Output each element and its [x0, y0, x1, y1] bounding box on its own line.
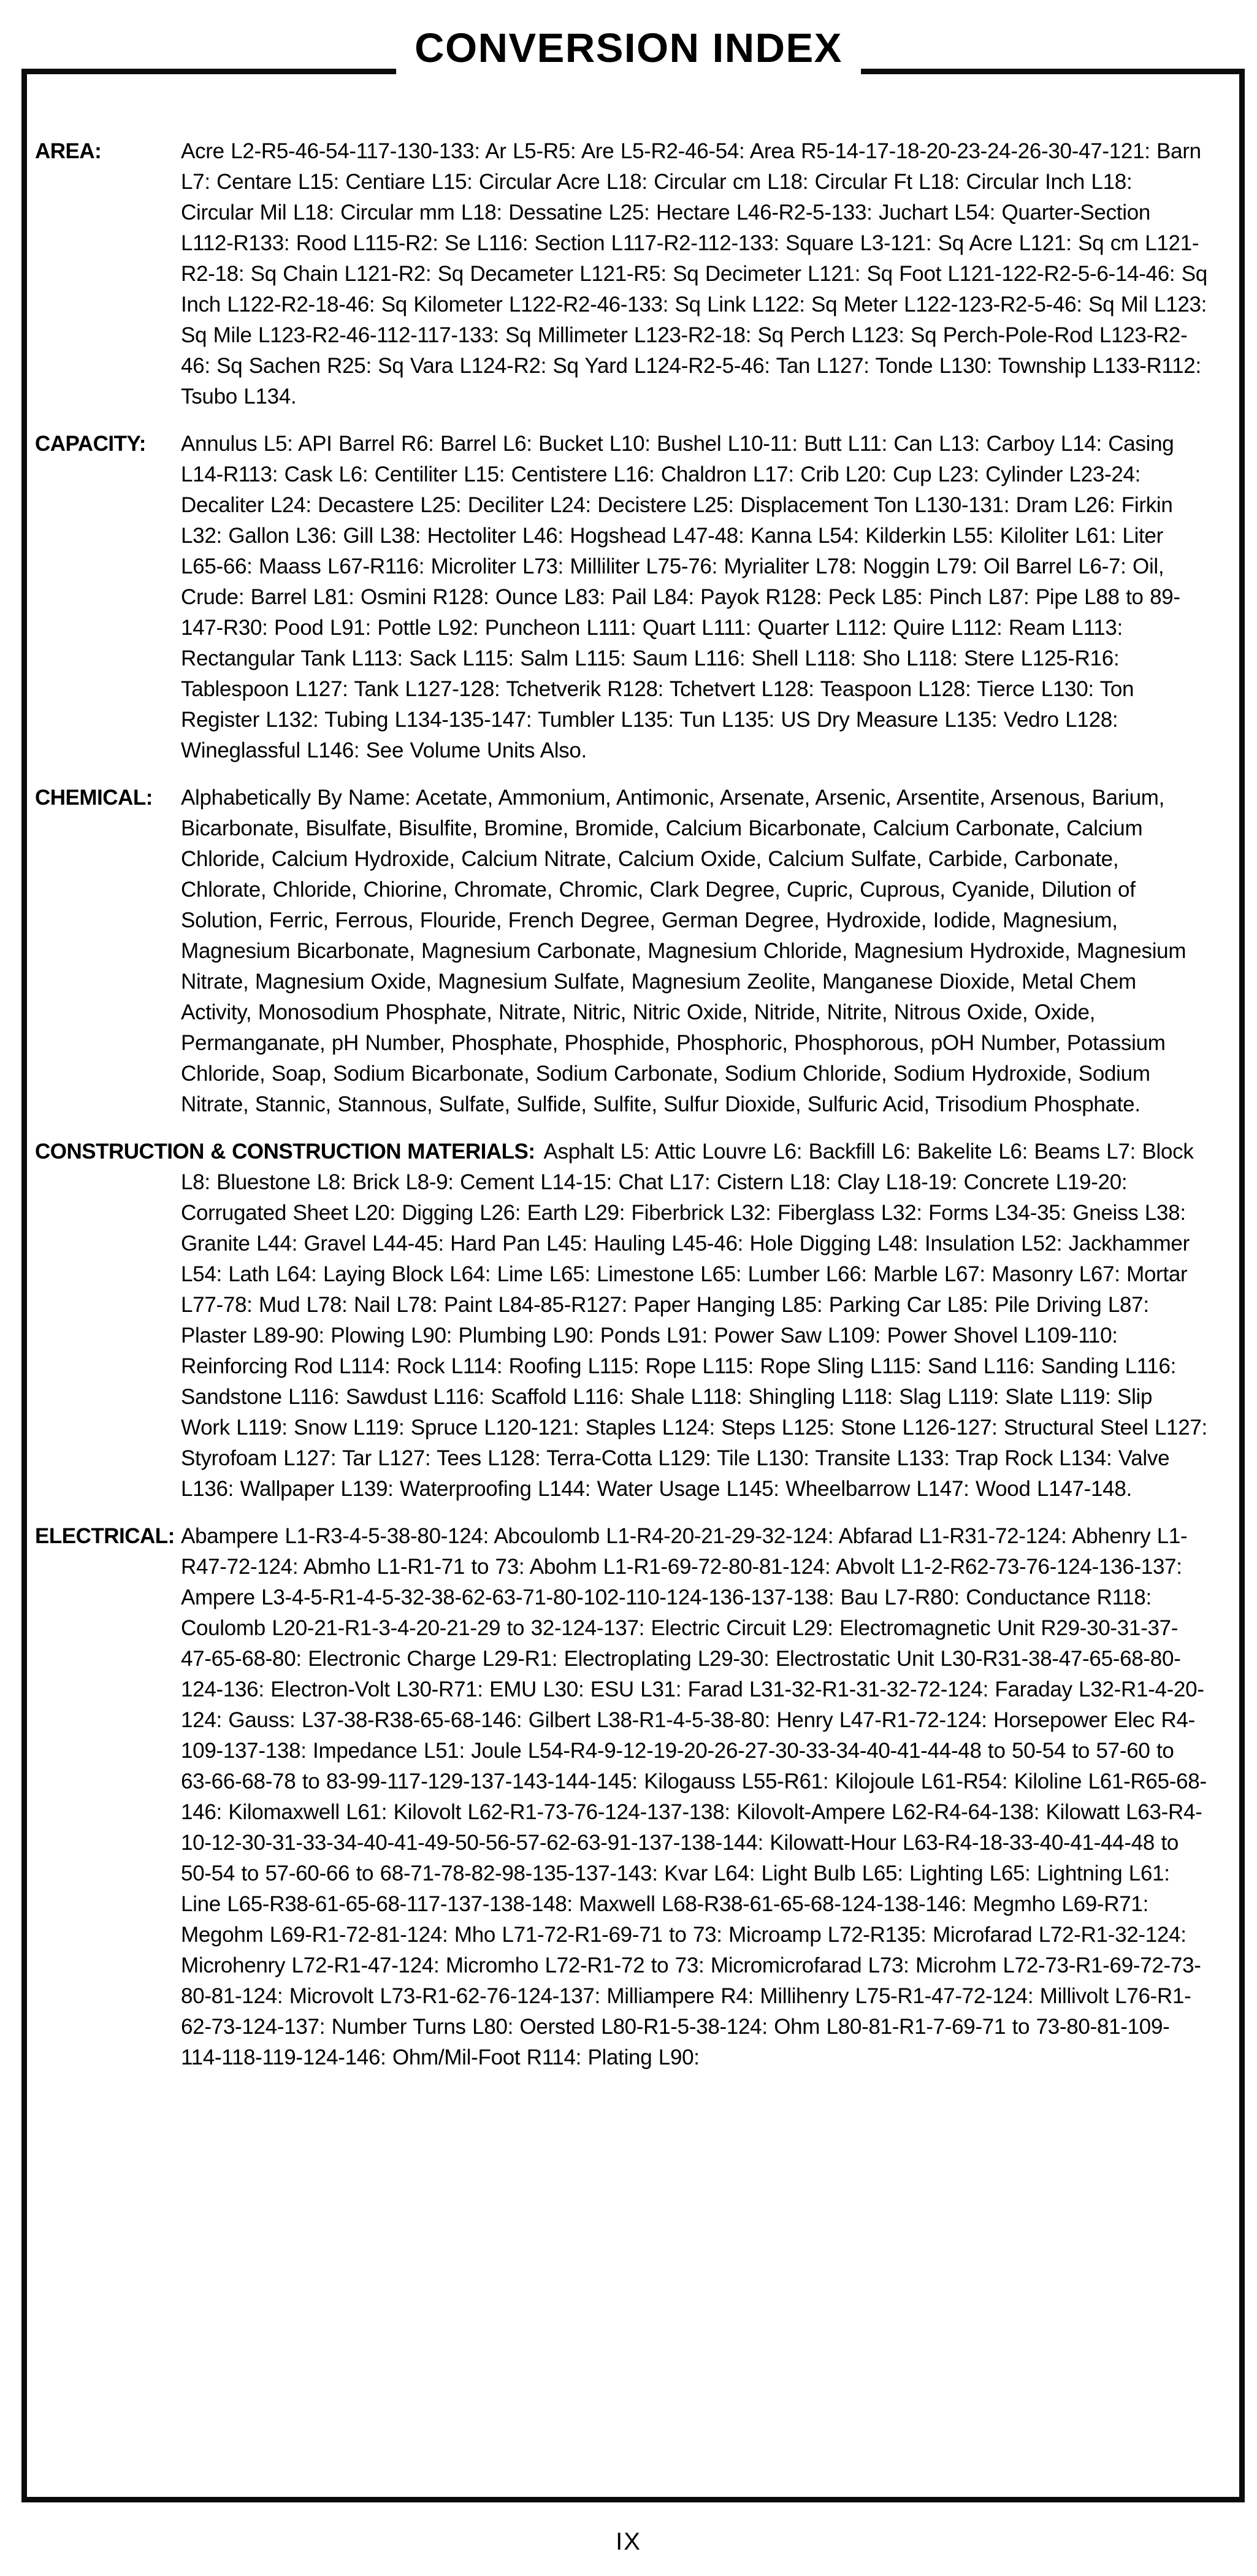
section-construction-text: Asphalt L5: Attic Louvre L6: Backfill L6: Bakelite L6: Beams L7: Block L8: Bluestone L8: Brick L8-9: Cement L14-15: Chat L17: Cistern L18: Clay L18-19: Concrete L19-20: Corrugated Sheet L20: Digging L26: Earth L29: Fiberbrick L32: Fiberglass L32: Forms L34-35: Gneiss L38: Granite L44: Gravel L44-45: Hard Pan L45: Hauling L45-46: Hole Digging L48: Insulation L52: Jackhammer L54: Lath L64: Laying Block L64: Lime L65: Limestone L65: Lumber L66: Marble L67: Masonry L67: Mortar L77-78: Mud L78: Nail L78: Paint L84-85-R127: Paper Hanging L85: Parking Car L85: Pile Driving L87: Plaster L89-90: Plowing L90: Plumbing L90: Ponds L91: Power Saw L109: Power Shovel L109-110: Reinforcing Rod L114: Rock L114: Roofing L115: Rope L115: Rope Sling L115: Sand L116: Sanding L116: Sandstone L116: Sawdust L116: Scaffold L116: Shale L118: Shingling L118: Slag L119: Slate L119: Slip Work L119: Snow L119: Spruce L120-121: Staples L124: Steps L125: Stone L126-127: Structural Steel L127: Styrofoam L127: Tar L127: Tees L128: Terra-Cotta L129: Tile L130: Transite L133: Trap Rock L134: Valve L136: Wallpaper L139: Waterproofing L144: Water Usage L145: Wheelbarrow L147: Wood L147-148. [181, 1140, 1207, 1501]
page-title: CONVERSION INDEX [396, 27, 861, 80]
page-number: IX [616, 2528, 641, 2555]
section-area-label: AREA: [35, 139, 102, 163]
section-capacity [35, 429, 1207, 766]
section-area [35, 136, 1207, 412]
section-chemical-text: Alphabetically By Name: Acetate, Ammonium, Antimonic, Arsenate, Arsenic, Arsentite, Arsenous, Barium, Bicarbonate, Bisulfate, Bisulfite, Bromine, Bromide, Calcium Bicarbonate, Calcium Carbonate, Calcium Chloride, Calcium Hydroxide, Calcium Nitrate, Calcium Oxide, Calcium Sulfate, Carbide, Carbonate, Chlorate, Chloride, Chiorine, Chromate, Chromic, Clark Degree, Cupric, Cuprous, Cyanide, Dilution of Solution, Ferric, Ferrous, Flouride, French Degree, German Degree, Hydroxide, Iodide, Magnesium, Magnesium Bicarbonate, Magnesium Carbonate, Magnesium Chloride, Magnesium Hydroxide, Magnesium Nitrate, Magnesium Oxide, Magnesium Sulfate, Magnesium Zeolite, Manganese Dioxide, Metal Chem Activity, Monosodium Phosphate, Nitrate, Nitric, Nitric Oxide, Nitride, Nitrite, Nitrous Oxide, Oxide, Permanganate, pH Number, Phosphate, Phosphide, Phosphoric, Phosphorous, pOH Number, Potassium Chloride, Soap, Sodium Bicarbonate, Sodium Carbonate, Sodium Chloride, Sodium Hydroxide, Sodium Nitrate, Stannic, Stannous, Sulfate, Sulfide, Sulfite, Sulfur Dioxide, Sulfuric Acid, Trisodium Phosphate. [181, 786, 1186, 1116]
section-area-text: Acre L2-R5-46-54-117-130-133: Ar L5-R5: Are L5-R2-46-54: Area R5-14-17-18-20-23-24-26-30-47-121: Barn L7: Centare L15: Centiare L15: Circular Acre L18: Circular cm L18: Circular Ft L18: Circular Inch L18: Circular Mil L18: Circular mm L18: Dessatine L25: Hectare L46-R2-5-133: Juchart L54: Quarter-Section L112-R133: Rood L115-R2: Se L116: Section L117-R2-112-133: Square L3-121: Sq Acre L121: Sq cm L121-R2-18: Sq Chain L121-R2: Sq Decameter L121-R5: Sq Decimeter L121: Sq Foot L121-122-R2-5-6-14-46: Sq Inch L122-R2-18-46: Sq Kilometer L122-R2-46-133: Sq Link L122: Sq Meter L122-123-R2-5-46: Sq Mil L123: Sq Mile L123-R2-46-112-117-133: Sq Millimeter L123-R2-18: Sq Perch L123: Sq Perch-Pole-Rod L123-R2-46: Sq Sachen R25: Sq Vara L124-R2: Sq Yard L124-R2-5-46: Tan L127: Tonde L130: Township L133-R112: Tsubo L134. [181, 139, 1207, 408]
section-capacity-text: Annulus L5: API Barrel R6: Barrel L6: Bucket L10: Bushel L10-11: Butt L11: Can L13: Carboy L14: Casing L14-R113: Cask L6: Centiliter L15: Centistere L16: Chaldron L17: Crib L20: Cup L23: Cylinder L23-24: Decaliter L24: Decastere L25: Deciliter L24: Decistere L25: Displacement Ton L130-131: Dram L26: Firkin L32: Gallon L36: Gill L38: Hectoliter L46: Hogshead L47-48: Kanna L54: Kilderkin L55: Kiloliter L61: Liter L65-66: Maass L67-R116: Microliter L73: Milliliter L75-76: Myrialiter L78: Noggin L79: Oil Barrel L6-7: Oil, Crude: Barrel L81: Osmini R128: Ounce L83: Pail L84: Payok R128: Peck L85: Pinch L87: Pipe L88 to 89-147-R30: Pood L91: Pottle L92: Puncheon L111: Quart L111: Quarter L112: Quire L112: Ream L113: Rectangular Tank L113: Sack L115: Salm L115: Saum L116: Shell L118: Sho L118: Stere L125-R16: Tablespoon L127: Tank L127-128: Tchetverik R128: Tchetvert L128: Teaspoon L128: Tierce L130: Ton Register L132: Tubing L134-135-147: Tumbler L135: Tun L135: US Dry Measure L135: Vedro L128: Wineglassful L146: See Volume Units Also. [181, 432, 1180, 762]
section-chemical [35, 783, 1207, 1120]
section-construction [35, 1137, 1207, 1505]
section-electrical-text: Abampere L1-R3-4-5-38-80-124: Abcoulomb L1-R4-20-21-29-32-124: Abfarad L1-R31-72-124: Abhenry L1-R47-72-124: Abmho L1-R1-71 to 73: Abohm L1-R1-69-72-80-81-124: Abvolt L1-2-R62-73-76-124-136-137: Ampere L3-4-5-R1-4-5-32-38-62-63-71-80-102-110-124-136-137-138: Bau L7-R80: Conductance R118: Coulomb L20-21-R1-3-4-20-21-29 to 32-124-137: Electric Circuit L29: Electromagnetic Unit R29-30-31-37-47-65-68-80: Electronic Charge L29-R1: Electroplating L29-30: Electrostatic Unit L30-R31-38-47-65-68-80-124-136: Electron-Volt L30-R71: EMU L30: ESU L31: Farad L31-32-R1-31-32-72-124: Faraday L32-R1-4-20-124: Gauss: L37-38-R38-65-68-146: Gilbert L38-R1-4-5-38-80: Henry L47-R1-72-124: Horsepower Elec R4-109-137-138: Impedance L51: Joule L54-R4-9-12-19-20-26-27-30-33-34-40-41-44-48 to 50-54 to 57-60 to 63-66-68-78 to 83-99-117-129-137-143-144-145: Kilogauss L55-R61: Kilojoule L61-R54: Kiloline L61-R65-68-146: Kilomaxwell L61: Kilovolt L62-R1-73-76-124-137-138: Kilovolt-Ampere L62-R4-64-138: Kilowatt L63-R4-10-12-30-31-33-34-40-41-49-50-56-57-62-63-91-137-138-144: Kilowatt-Hour L63-R4-18-33-40-41-44-48 to 50-54 to 57-60-66 to 68-71-78-82-98-135-137-143: Kvar L64: Light Bulb L65: Lighting L65: Lightning L61: Line L65-R38-61-65-68-117-137-138-148: Maxwell L68-R38-61-65-68-124-138-146: Megmho L69-R71: Megohm L69-R1-72-81-124: Mho L71-72-R1-69-71 to 73: Microamp L72-R135: Microfarad L72-R1-32-124: Microhenry L72-R1-47-124: Micromho L72-R1-72 to 73: Micromicrofarad L73: Microhm L72-73-R1-69-72-73-80-81-124: Microvolt L73-R1-62-76-124-137: Milliampere R4: Millihenry L75-R1-47-72-124: Millivolt L76-R1-62-73-124-137: Number Turns L80: Oersted L80-R1-5-38-124: Ohm L80-81-R1-7-69-71 to 73-80-81-109-114-118-119-124-146: Ohm/Mil-Foot R114: Plating L90: [181, 1524, 1207, 2069]
index-content [35, 136, 1207, 2090]
section-electrical [35, 1521, 1207, 2073]
section-capacity-label: CAPACITY: [35, 432, 146, 456]
section-construction-label: CONSTRUCTION & CONSTRUCTION MATERIALS: [35, 1140, 535, 1163]
section-chemical-label: CHEMICAL: [35, 786, 153, 810]
section-electrical-label: ELECTRICAL: [35, 1524, 175, 1548]
